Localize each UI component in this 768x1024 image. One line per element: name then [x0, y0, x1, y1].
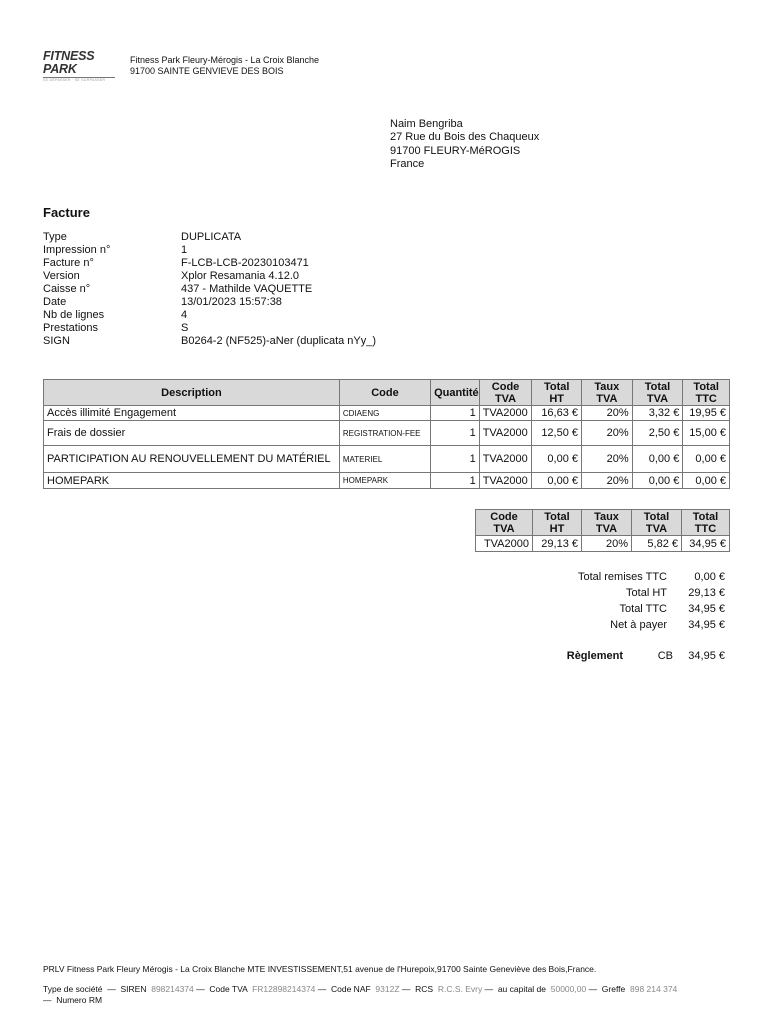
info-value: Xplor Resamania 4.12.0: [181, 270, 300, 282]
rcs-value: R.C.S. Evry: [437, 984, 483, 994]
cell-total-ht: 29,13 €: [533, 536, 582, 552]
total-value: 34,95 €: [688, 619, 725, 631]
cell-vat-rate: 20%: [582, 473, 633, 489]
cell-description: Accès illimité Engagement: [44, 406, 340, 421]
vat-header-row: [476, 510, 730, 536]
header-vat-rate: Taux TVA: [582, 510, 632, 536]
greffe-label: Greffe: [601, 984, 626, 994]
header-vat-rate: Taux TVA: [582, 380, 633, 406]
siren-label: SIREN: [120, 984, 147, 994]
info-row-impression: [43, 244, 376, 257]
cell-quantity: 1: [431, 406, 480, 421]
cell-code: CDIAENG: [339, 406, 430, 421]
header-description: Description: [44, 380, 340, 406]
total-ht-row: [578, 585, 725, 601]
totals-block: [578, 569, 725, 633]
cell-vat-code: TVA2000: [479, 446, 532, 473]
info-label: Nb de lignes: [43, 309, 105, 321]
payment-method: CB: [657, 650, 673, 662]
header-total-vat: Total TVA: [632, 380, 683, 406]
cell-total-vat: 2,50 €: [632, 421, 683, 446]
info-value: 4: [181, 309, 188, 321]
total-value: 29,13 €: [688, 587, 725, 599]
info-row-date: [43, 296, 376, 309]
cell-vat-rate: 20%: [582, 406, 633, 421]
footer-direct-debit-line: PRLV Fitness Park Fleury Mérogis - La Croix Blanche MTE INVESTISSEMENT,51 avenue de l'Hurepoix,91700 Sainte Geneviève des Bois,France.: [43, 964, 597, 974]
header-vat-code: Code TVA: [479, 380, 532, 406]
cell-code: MATERIEL: [339, 446, 430, 473]
company-address-block: [130, 55, 319, 76]
invoice-heading: Facture: [43, 205, 90, 220]
cell-total-vat: 0,00 €: [632, 473, 683, 489]
table-row: [44, 406, 730, 421]
info-value: 13/01/2023 15:57:38: [181, 296, 282, 308]
info-row-sign: [43, 335, 376, 348]
invoice-info: [43, 231, 376, 348]
cell-total-ht: 0,00 €: [532, 446, 582, 473]
cell-code: HOMEPARK: [339, 473, 430, 489]
recipient-city: 91700 FLEURY-MéROGIS: [390, 144, 521, 157]
total-label: Total remises TTC: [577, 571, 667, 583]
cell-vat-rate: 20%: [582, 421, 633, 446]
info-value: 1: [181, 244, 188, 256]
greffe-value: 898 214 374: [630, 984, 678, 994]
table-row: [44, 473, 730, 489]
cell-total-vat: 0,00 €: [632, 446, 683, 473]
header-total-vat: Total TVA: [632, 510, 682, 536]
logo-text: FITNESS PARK: [43, 49, 95, 76]
cell-vat-code: TVA2000: [476, 536, 533, 552]
cell-total-ttc: 0,00 €: [683, 446, 730, 473]
table-row: [44, 421, 730, 446]
cell-total-ht: 12,50 €: [532, 421, 582, 446]
vat-code-label: Code TVA: [209, 984, 248, 994]
info-value: DUPLICATA: [181, 231, 242, 243]
items-header-row: [44, 380, 730, 406]
info-label: Prestations: [43, 322, 99, 334]
company-type-label: Type de société: [43, 984, 103, 994]
info-label: Version: [43, 270, 80, 282]
cell-description: PARTICIPATION AU RENOUVELLEMENT DU MATÉRIEL: [44, 446, 340, 473]
cell-vat-code: TVA2000: [479, 406, 532, 421]
info-row-services: [43, 322, 376, 335]
recipient-name: Naim Bengriba: [390, 118, 463, 130]
items-table: [43, 379, 730, 489]
net-to-pay-row: [578, 617, 725, 633]
total-value: 34,95 €: [688, 603, 725, 615]
cell-total-vat: 5,82 €: [632, 536, 682, 552]
info-label: Date: [43, 296, 67, 308]
table-row: [44, 446, 730, 473]
company-address: 91700 SAINTE GENVIEVE DES BOIS: [130, 65, 284, 76]
cell-vat-rate: 20%: [582, 536, 632, 552]
cell-quantity: 1: [431, 446, 480, 473]
cell-total-ttc: 19,95 €: [683, 406, 730, 421]
header-total-ht: Total HT: [532, 380, 582, 406]
info-row-type: [43, 231, 376, 244]
header-total-ht: Total HT: [533, 510, 582, 536]
total-value: 0,00 €: [694, 571, 725, 583]
info-value: 437 - Mathilde VAQUETTE: [181, 283, 313, 295]
info-row-version: [43, 270, 376, 283]
info-label: Facture n°: [43, 257, 94, 269]
cell-total-ttc: 0,00 €: [683, 473, 730, 489]
header-quantity: Quantité: [431, 380, 480, 406]
info-label: Caisse n°: [43, 283, 91, 295]
total-ttc-row: [578, 601, 725, 617]
header-total-ttc: Total TTC: [682, 510, 730, 536]
header-total-ttc: Total TTC: [683, 380, 730, 406]
info-row-invoice-number: [43, 257, 376, 270]
cell-vat-code: TVA2000: [479, 421, 532, 446]
rcs-label: RCS: [415, 984, 434, 994]
info-row-till: [43, 283, 376, 296]
cell-vat-rate: 20%: [582, 446, 633, 473]
info-value: F-LCB-LCB-20230103471: [181, 257, 309, 269]
footer-legal-info: Type de société — SIREN 898214374 — Code TVA FR12898214374 — Code NAF 9312Z — RCS R.C.S. Evry — au capital de 50000,00 — Greffe 898 214 374 — Numero RM: [43, 984, 678, 1005]
siren-value: 898214374: [151, 984, 194, 994]
cell-code: REGISTRATION-FEE: [339, 421, 430, 446]
cell-description: Frais de dossier: [44, 421, 340, 446]
info-label: Type: [43, 231, 67, 243]
naf-value: 9312Z: [375, 984, 400, 994]
payment-label: Règlement: [566, 650, 623, 662]
cell-total-vat: 3,32 €: [632, 406, 683, 421]
rm-number-label: Numero RM: [56, 995, 103, 1005]
info-label: SIGN: [43, 335, 70, 347]
cell-total-ttc: 15,00 €: [683, 421, 730, 446]
table-row: [476, 536, 730, 552]
info-value: B0264-2 (NF525)-aNer (duplicata nYy_): [181, 335, 377, 347]
company-logo: [43, 50, 115, 83]
cell-description: HOMEPARK: [44, 473, 340, 489]
cell-vat-code: TVA2000: [479, 473, 532, 489]
info-label: Impression n°: [43, 244, 111, 256]
cell-quantity: 1: [431, 473, 480, 489]
cell-total-ht: 16,63 €: [532, 406, 582, 421]
capital-label: au capital de: [497, 984, 547, 994]
cell-total-ttc: 34,95 €: [682, 536, 730, 552]
info-value: S: [181, 322, 189, 334]
logo-tagline: SE DÉPASSER · SE SURPASSER: [43, 78, 106, 82]
company-name: Fitness Park Fleury-Mérogis - La Croix Blanche: [130, 55, 320, 65]
cell-quantity: 1: [431, 421, 480, 446]
payment-row: [493, 648, 725, 664]
naf-label: Code NAF: [331, 984, 371, 994]
header-code: Code: [339, 380, 430, 406]
total-discounts-row: [578, 569, 725, 585]
total-label: Total HT: [626, 587, 667, 599]
payment-amount: 34,95 €: [688, 650, 725, 662]
total-label: Total TTC: [619, 603, 667, 615]
vat-code-value: FR12898214374: [252, 984, 316, 994]
total-label: Net à payer: [610, 619, 667, 631]
info-row-line-count: [43, 309, 376, 322]
recipient-address-block: [390, 118, 539, 172]
recipient-street: 27 Rue du Bois des Chaqueux: [390, 131, 540, 144]
vat-summary-table: [475, 509, 730, 552]
recipient-country: France: [390, 158, 425, 171]
capital-value: 50000,00: [550, 984, 587, 994]
header-vat-code: Code TVA: [476, 510, 533, 536]
cell-total-ht: 0,00 €: [532, 473, 582, 489]
